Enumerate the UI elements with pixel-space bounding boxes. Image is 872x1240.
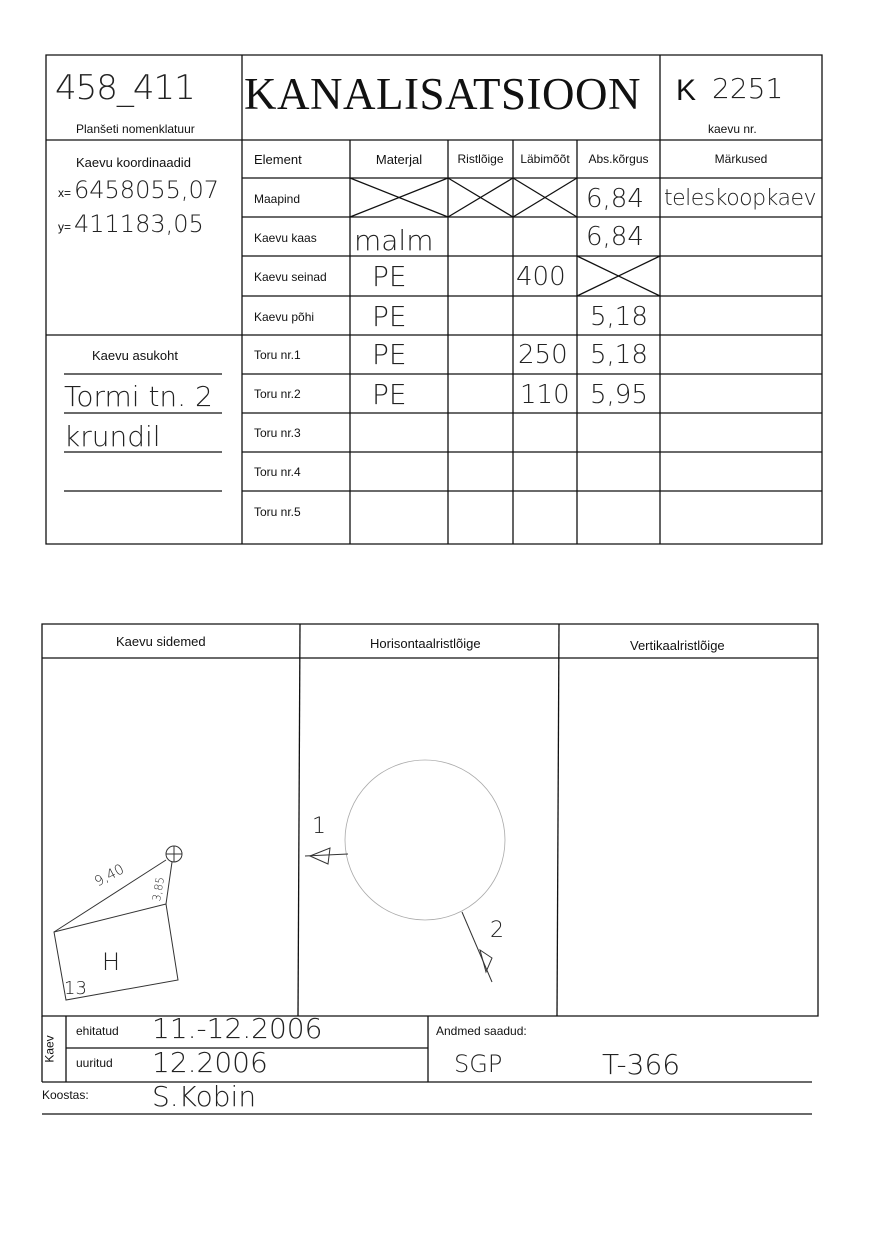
row-label: Kaevu põhi (254, 310, 315, 324)
page-title: KANALISATSIOON (244, 69, 641, 119)
location-line1: Tormi tn. 2 (64, 380, 213, 413)
well-prefix: K (676, 74, 697, 107)
col-header-element: Element (254, 152, 302, 167)
horizontal-section-label: Horisontaalristlõige (370, 636, 481, 651)
row-label: Kaevu kaas (254, 231, 317, 245)
x-prefix: x= (58, 186, 72, 200)
cell-height: 6,84 (586, 184, 644, 214)
sidemed-label: Kaevu sidemed (116, 634, 206, 649)
sketch-building-label: H (102, 948, 121, 976)
built-label: ehitatud (76, 1024, 119, 1038)
cell-diameter: 110 (520, 380, 570, 410)
cell-notes: teleskoopkaev (664, 186, 817, 211)
built-value: 11.-12.2006 (152, 1012, 323, 1045)
pipe-label-1: 1 (312, 814, 326, 839)
col-header-material: Materjal (375, 152, 423, 167)
cell-material: malm (354, 224, 434, 257)
kaev-label: Kaev (42, 1035, 57, 1063)
location-line2: krundil (64, 420, 161, 453)
row-label: Maapind (254, 192, 301, 206)
tablet-number: 458_411 (55, 68, 195, 108)
cell-diameter: 250 (518, 340, 568, 370)
location-label: Kaevu asukoht (92, 348, 179, 363)
row-label: Toru nr.4 (254, 465, 301, 479)
cell-material: PE (372, 260, 407, 293)
row-label: Toru nr.1 (254, 348, 301, 362)
coordinates-label: Kaevu koordinaadid (76, 155, 191, 170)
cell-diameter: 400 (516, 262, 566, 292)
manhole-plan (345, 760, 505, 920)
cell-height: 5,95 (590, 380, 648, 410)
data-source: SGP (454, 1050, 503, 1078)
surveyed-label: uuritud (76, 1056, 113, 1070)
cell-height: 5,18 (590, 302, 648, 332)
cell-material: PE (372, 300, 407, 333)
y-coordinate: 411183,05 (74, 210, 204, 238)
cell-height: 6,84 (586, 222, 644, 252)
data-reference: T-366 (602, 1048, 681, 1081)
author-value: S.Kobin (152, 1080, 257, 1113)
col-header-cross: Ristlõige (457, 152, 504, 166)
vertical-section-label: Vertikaalristlõige (630, 638, 725, 653)
tablet-label: Planšeti nomenklatuur (76, 122, 195, 136)
row-label: Toru nr.5 (254, 505, 301, 519)
surveyed-value: 12.2006 (152, 1046, 268, 1079)
author-label: Koostas: (42, 1088, 89, 1102)
cell-material: PE (372, 378, 407, 411)
pipe-arrows (305, 848, 492, 982)
col-header-diameter: Läbimõõt (520, 152, 570, 166)
col-header-notes: Märkused (714, 152, 768, 166)
pipe-label-2: 2 (490, 918, 504, 943)
cell-material: PE (372, 338, 407, 371)
well-number: 2251 (712, 72, 784, 105)
cell-height: 5,18 (590, 340, 648, 370)
row-label: Toru nr.3 (254, 426, 301, 440)
data-source-label: Andmed saadud: (436, 1024, 527, 1038)
x-coordinate: 6458055,07 (74, 176, 220, 204)
row-label: Kaevu seinad (254, 270, 327, 284)
sketch-distance-b: 3,85 (150, 875, 168, 903)
sketch-distance-a: 9,40 (92, 861, 128, 891)
row-label: Toru nr.2 (254, 387, 301, 401)
lower-form-grid (0, 600, 872, 1130)
sketch-building-number: 13 (64, 978, 87, 999)
well-label: kaevu nr. (708, 122, 757, 136)
col-header-height: Abs.kõrgus (588, 152, 649, 166)
y-prefix: y= (58, 220, 72, 234)
